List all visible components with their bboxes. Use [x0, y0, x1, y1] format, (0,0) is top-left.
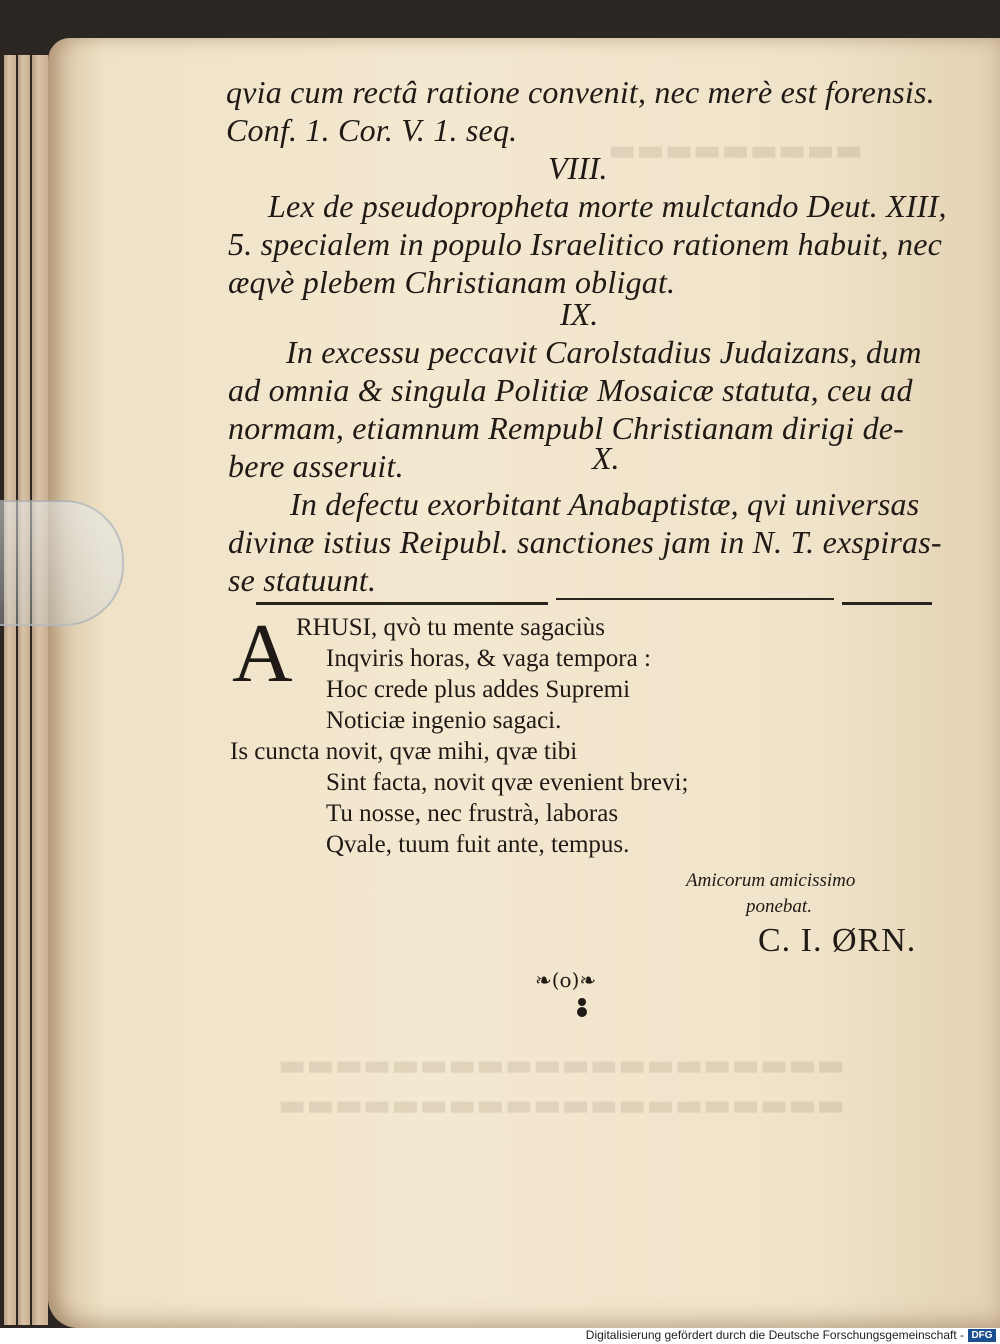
bleed-through: ▬▬▬▬▬▬▬▬▬▬▬▬▬▬▬▬▬▬▬▬ — [278, 1048, 845, 1083]
separator-rule — [256, 602, 548, 605]
signature-line: ponebat. — [746, 896, 812, 917]
text-line: Lex de pseudopropheta morte mulctando Deut. XIII, — [268, 188, 947, 224]
dfg-logo: DFG — [968, 1329, 996, 1342]
page-edge — [18, 55, 30, 1325]
section-numeral: X. — [592, 440, 620, 476]
bleed-through: ▬▬▬▬▬▬▬▬▬▬▬▬▬▬▬▬▬▬▬▬ — [278, 1088, 845, 1123]
poem-line: Is cuncta novit, qvæ mihi, qvæ tibi — [230, 738, 578, 765]
footer-credit: Digitalisierung gefördert durch die Deutsche Forschungsgemeinschaft - — [585, 1328, 964, 1342]
text-line: divinæ istius Reipubl. sanctiones jam in N. T. exspiras- — [228, 524, 942, 560]
signature-line: Amicorum amicissimo — [686, 870, 856, 891]
text-line: In defectu exorbitant Anabaptistæ, qvi universas — [290, 486, 920, 522]
poem-line: Noticiæ ingenio sagaci. — [326, 707, 562, 734]
ornament-pendant-icon — [576, 996, 588, 1020]
text-line: se statuunt. — [228, 562, 377, 598]
text-line: Conf. 1. Cor. V. 1. seq. — [226, 112, 518, 148]
page-edge — [32, 55, 48, 1325]
poem-line: Inqviris horas, & vaga tempora : — [326, 645, 651, 672]
text-line: æqvè plebem Christianam obligat. — [228, 264, 676, 300]
separator-rule — [842, 602, 932, 605]
page-edge — [4, 55, 16, 1325]
poem-line: Hoc crede plus addes Supremi — [326, 676, 631, 703]
text-line: In excessu peccavit Carolstadius Judaizans, dum — [286, 334, 922, 370]
poem-line: RHUSI, qvò tu mente sagaciùs — [296, 614, 605, 641]
page-holder-clip — [0, 500, 124, 626]
poem-line: Qvale, tuum fuit ante, tempus. — [326, 831, 630, 858]
ornament: ❧(o)❧ — [535, 968, 597, 992]
poem-line: Tu nosse, nec frustrà, laboras — [326, 800, 619, 827]
text-line: qvia cum rectâ ratione convenit, nec merè est forensis. — [226, 74, 935, 110]
poem-line: Sint facta, novit qvæ evenient brevi; — [326, 769, 689, 796]
section-numeral: VIII. — [548, 150, 608, 186]
section-numeral: IX. — [560, 296, 599, 332]
drop-cap: A — [232, 607, 293, 700]
text-line: normam, etiamnum Rempubl Christianam dirigi de- — [228, 410, 905, 446]
separator-rule — [556, 598, 834, 600]
text-line: ad omnia & singula Politiæ Mosaicæ statuta, ceu ad — [228, 372, 913, 408]
bleed-through: ▬▬▬▬▬▬▬▬▬ — [608, 133, 864, 168]
text-line: 5. specialem in populo Israelitico rationem habuit, nec — [228, 226, 942, 262]
digitization-footer — [0, 1328, 1000, 1344]
text-line: bere asseruit. — [228, 448, 404, 484]
author-initials: C. I. ØRN. — [758, 922, 917, 959]
